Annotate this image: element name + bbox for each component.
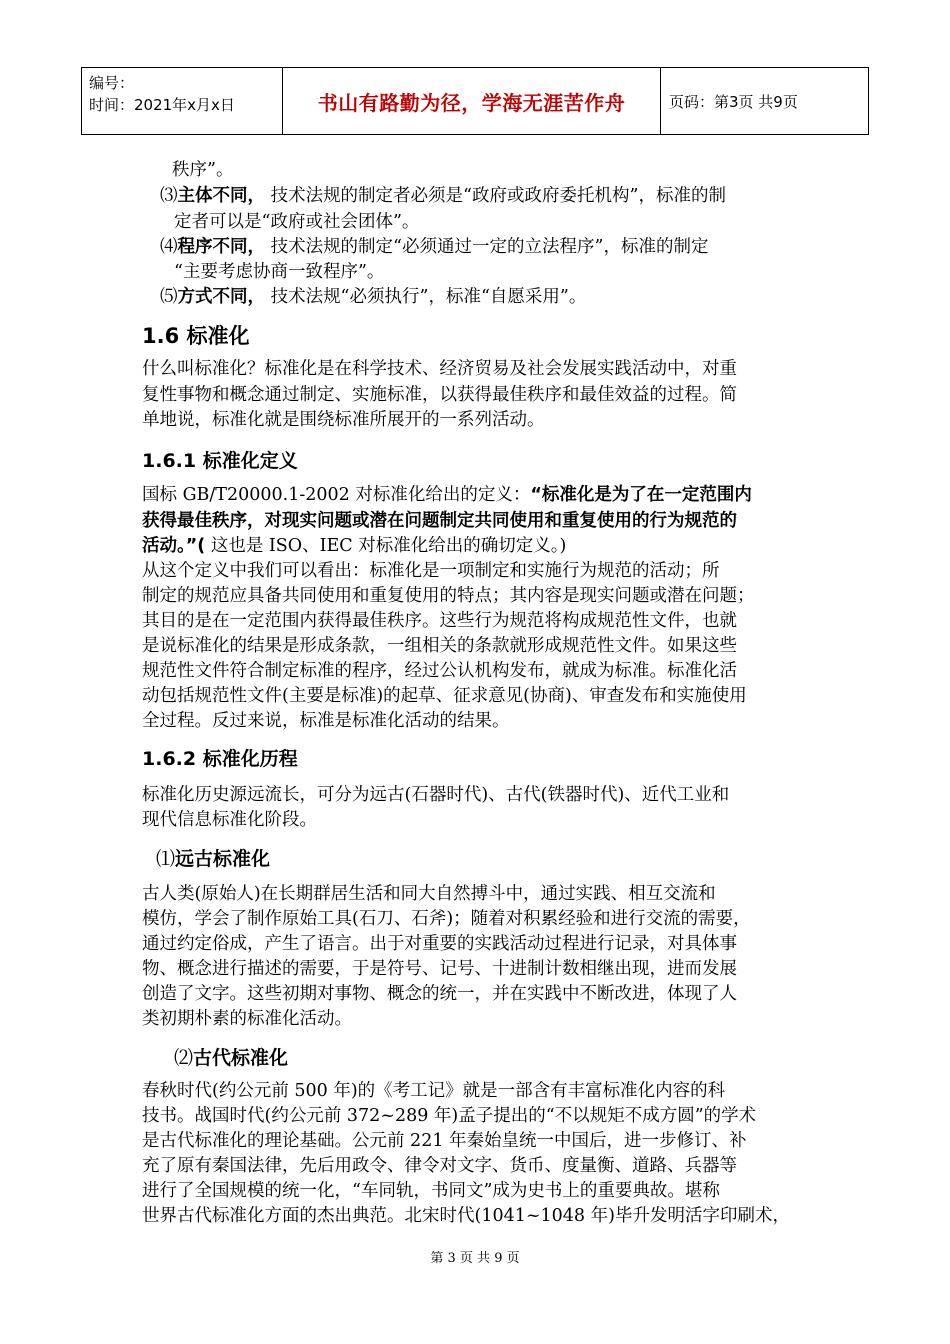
page-footer: 第 3 页 共 9 页: [430, 1251, 520, 1266]
text-line: [142, 483, 752, 507]
text-line: 从这个定义中我们可以看出：标准化是一项制定和实施行为规范的活动；所: [142, 561, 720, 581]
text-line: [142, 534, 566, 558]
text-line: 制定的规范应具备共同使用和重复使用的特点；其内容是现实问题或潜在问题；: [142, 586, 755, 606]
text-span: 国标 GB/T20000.1-2002 对标准化给出的定义：: [142, 485, 531, 505]
time-label: 时间：2021年x月x日: [89, 96, 235, 114]
list-item-title: 程序不同，: [177, 237, 265, 257]
list-item: [160, 235, 708, 259]
sub-subsection-heading: [156, 844, 270, 871]
text-line: 充了原有秦国法律，先后用政令、律令对文字、货币、度量衡、道路、兵器等: [142, 1156, 737, 1176]
text-line: “主要考虑协商一致程序”。: [174, 262, 385, 282]
section-heading: 1.6 标准化: [142, 324, 250, 348]
text-line: 技书。战国时代(约公元前 372~289 年)孟子提出的“不以规矩不成方圆”的学术: [142, 1106, 757, 1126]
text-line: 单地说，标准化就是围绕标准所展开的一系列活动。: [142, 410, 545, 430]
text-line: 动包括规范性文件(主要是标准)的起草、征求意见(协商)、审查发布和实施使用: [142, 686, 747, 706]
list-item-text: 技术法规的制定“必须通过一定的立法程序”，标准的制定: [265, 237, 709, 257]
text-line: 物、概念进行描述的需要，于是符号、记号、十进制计数相继出现，进而发展: [142, 959, 737, 979]
text-line: 是古代标准化的理论基础。公元前 221 年秦始皇统一中国后，进一步修订、补: [142, 1131, 747, 1151]
sub-subsection-title: 古代标准化: [193, 1047, 289, 1069]
subsection-heading: 1.6.2 标准化历程: [142, 748, 298, 770]
definition-text: 获得最佳秩序，对现实问题或潜在问题制定共同使用和重复使用的行为规范的: [142, 511, 737, 531]
text-line: 古人类(原始人)在长期群居生活和同大自然搏斗中，通过实践、相互交流和: [142, 884, 716, 904]
list-item-text: 技术法规的制定者必须是“政府或政府委托机构”，标准的制: [265, 186, 726, 206]
list-number: ⑷: [160, 237, 178, 257]
text-line: 现代信息标准化阶段。: [142, 810, 317, 830]
list-number: ⑵: [174, 1047, 194, 1069]
text-line: 秩序”。: [172, 160, 234, 180]
text-line: 类初期朴素的标准化活动。: [142, 1009, 352, 1029]
list-number: ⑶: [160, 186, 178, 206]
text-line: 模仿，学会了制作原始工具(石刀、石斧)；随着对积累经验和进行交流的需要，: [142, 909, 751, 929]
text-line: 复性事物和概念通过制定、实施标准，以获得最佳秩序和最佳效益的过程。简: [142, 385, 737, 405]
text-line: 什么叫标准化？标准化是在科学技术、经济贸易及社会发展实践活动中，对重: [142, 359, 737, 379]
text-line: 创造了文字。这些初期对事物、概念的统一，并在实践中不断改进，体现了人: [142, 984, 737, 1004]
text-span: 这也是 ISO、IEC 对标准化给出的确切定义。): [205, 536, 567, 556]
list-number: ⑸: [160, 287, 178, 307]
text-line: 进行了全国规模的统一化，“车同轨，书同文”成为史书上的重要典故。堪称: [142, 1181, 720, 1201]
text-line: 春秋时代(约公元前 500 年)的《考工记》就是一部含有丰富标准化内容的科: [142, 1081, 726, 1101]
motto: 书山有路勤为径，学海无涯苦作舟: [317, 90, 626, 115]
list-item-text: 技术法规“必须执行”，标准“自愿采用”。: [265, 287, 587, 307]
text-line: 标准化历史源远流长，可分为远古(石器时代)、古代(铁器时代)、近代工业和: [142, 785, 730, 805]
page-info: 页码：第3页 共9页: [669, 92, 798, 111]
subsection-heading: 1.6.1 标准化定义: [142, 450, 298, 472]
list-item: [160, 184, 726, 208]
header-motto-cell: [283, 68, 661, 134]
list-item: [160, 285, 586, 309]
text-line: 世界古代标准化方面的杰出典范。北宋时代(1041~1048 年)毕升发明活字印刷术，: [142, 1206, 790, 1226]
list-number: ⑴: [156, 848, 176, 870]
text-line: 全过程。反过来说，标准是标准化活动的结果。: [142, 711, 510, 731]
header-page-info: [661, 68, 868, 134]
header-meta: [82, 68, 283, 134]
text-line: 是说标准化的结果是形成条款，一组相关的条款就形成规范性文件。如果这些: [142, 636, 737, 656]
list-item-title: 方式不同，: [177, 287, 265, 307]
text-line: 通过约定俗成，产生了语言。出于对重要的实践活动过程进行记录，对具体事: [142, 934, 737, 954]
list-item-title: 主体不同，: [177, 186, 265, 206]
definition-text: “标准化是为了在一定范围内: [530, 485, 752, 505]
text-line: 规范性文件符合制定标准的程序，经过公认机构发布，就成为标准。标准化活: [142, 661, 737, 681]
text-line: 定者可以是“政府或社会团体”。: [174, 212, 420, 232]
definition-text: 活动。”(: [142, 536, 206, 556]
sub-subsection-heading: [174, 1043, 288, 1070]
text-line: 其目的是在一定范围内获得最佳秩序。这些行为规范将构成规范性文件，也就: [142, 611, 737, 631]
page-header: [81, 67, 869, 135]
serial-label: 编号：: [89, 74, 135, 92]
sub-subsection-title: 远古标准化: [175, 848, 271, 870]
